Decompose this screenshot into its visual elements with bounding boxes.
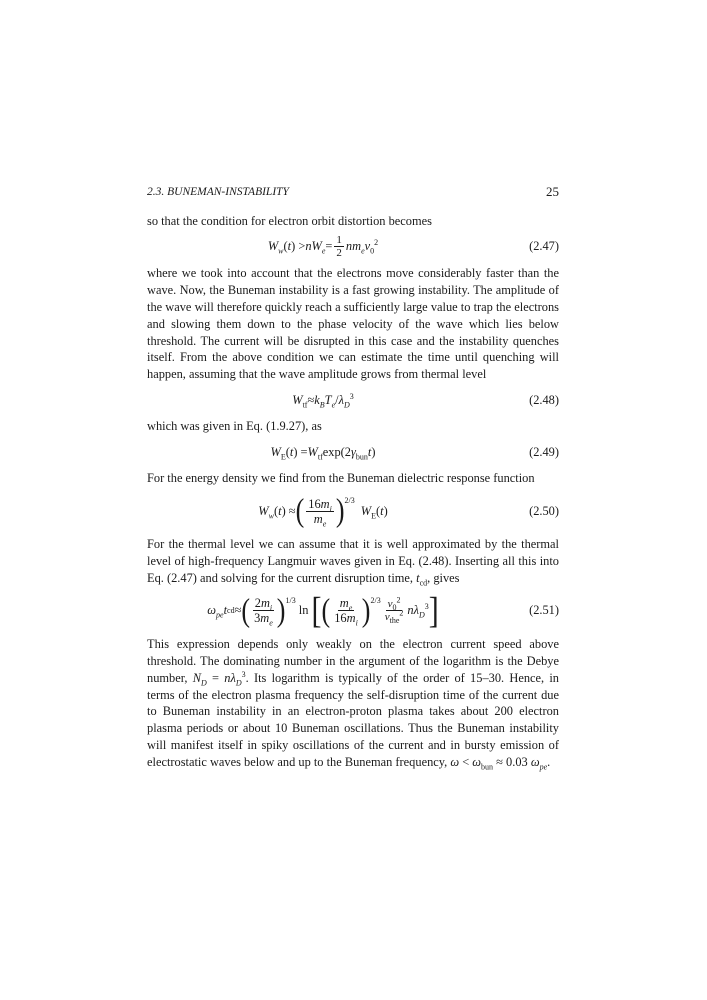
equation-2-48-body: $W_{tf}$ ≈ $k_BT_e$ / λ $_D^3$ <box>292 391 354 410</box>
equation-2-49-body: $W_E$ ( t ) = $W_{tf}$ exp(2 $\gamma_{bun}t$ ) <box>270 444 376 462</box>
equation-2-51-body: $\omega_{pe}t$ cd ≈ ( $\frac{2m_i}{3m_e}$ ) $^{1/3}$ ln [ ( $\frac{m_e}{16m_i}$ ) $^{2/3}$ $\frac{v_0^2}{v_{the}^2}$ nλ $_D^3$ ] <box>207 589 439 631</box>
equation-2-51 <box>147 589 559 631</box>
paragraph-4: For the energy density we find from the Buneman dielectric response function <box>147 471 535 486</box>
paragraph-6: This expression depends only weakly on the electron current speed above threshold. The dominating number in the argument of the logarithm is the Debye number, $N_D = n\lambda_D^3$. Its logarithm is typically of the order of 15–30. Hence, in terms of the electron plasma frequency the self-disruption time of the current due to Buneman instability in an electron-proton plasma takes about 200 electron plasma periods or about 10 Buneman oscillations. Thus the Buneman instability will manifest itself in spiky oscillations of the current and in bursty emission of electrostatic waves below and up to the Buneman frequency, $\omega < \omega_{bun} \approx 0.03$ $\omega_{pe}$. <box>147 636 559 772</box>
equation-2-47 <box>147 236 559 258</box>
equation-2-47-body: $W_w$ ( t ) > $nW_e$ = $\frac{1}{2}$ $nm_ev$ $_0^2$ <box>267 234 379 260</box>
page-number: 25 <box>546 184 559 199</box>
equation-number: (2.48) <box>529 392 559 407</box>
equation-2-50-body: $W_w$ ( t ) ≈ ( $\frac{16m_i}{m_e}$ ) $^{2/3}$ $W_E$ ( t ) <box>258 492 388 529</box>
paragraph-5: For the thermal level we can assume that it is well approximated by the thermal level of high-frequency Langmuir waves given in Eq. (2.48). Inserting all this into Eq. (2.47) and solving for the current disruption time, $t_{cd}$, gives <box>147 537 559 588</box>
paragraph-6-body: Its logarithm is typically of the order of 15–30. Hence, in terms of the electron plasma frequency the self-disruption time of the current due to Buneman instability in an electron-proton plasma takes about 200 electron plasma periods or about 10 Buneman oscillations. Thus the Buneman instability will manifest itself in spiky oscillations of the current and in bursty emission of electrostatic waves below and up to the Buneman frequency, <box>147 670 559 770</box>
paragraph-5-text: For the thermal level we can assume that it is well approximated by the thermal level of high-frequency Langmuir waves given in Eq. (2.48). Inserting all this into Eq. (2.47) and solving for the current disruption time, <box>147 537 559 585</box>
paragraph-6-text: This expression depends only weakly on the electron current speed above threshold. The dominating number in the argument of the logarithm is the Debye number, <box>147 636 559 685</box>
equation-number: (2.51) <box>529 603 559 618</box>
body-text <box>147 213 559 771</box>
equation-2-48 <box>147 389 559 411</box>
equation-2-50 <box>147 492 559 530</box>
running-title: 2.3. BUNEMAN-INSTABILITY <box>147 186 289 198</box>
paragraph-3: which was given in Eq. (1.9.27), as <box>147 419 322 434</box>
equation-number: (2.49) <box>529 444 559 459</box>
paragraph-1: so that the condition for electron orbit distortion becomes <box>147 214 432 228</box>
equation-number: (2.50) <box>529 503 559 518</box>
paragraph-2: where we took into account that the electrons move considerably faster than the wave. Now, the Buneman instability is a fast growing instability. The amplitude of the wave will therefore quickly reach a sufficiently large value to trap the electrons and slowing them down to the phase velocity of the wave which lies below threshold. The current will be disrupted in this case and the instability quenches itself. From the above condition we can estimate the time until quenching will happen, assuming that the wave amplitude grows from thermal level <box>147 265 559 382</box>
equation-number: (2.47) <box>529 239 559 254</box>
page-header <box>147 185 559 199</box>
paragraph-5-tail: gives <box>433 570 460 585</box>
equation-2-49 <box>147 441 559 463</box>
